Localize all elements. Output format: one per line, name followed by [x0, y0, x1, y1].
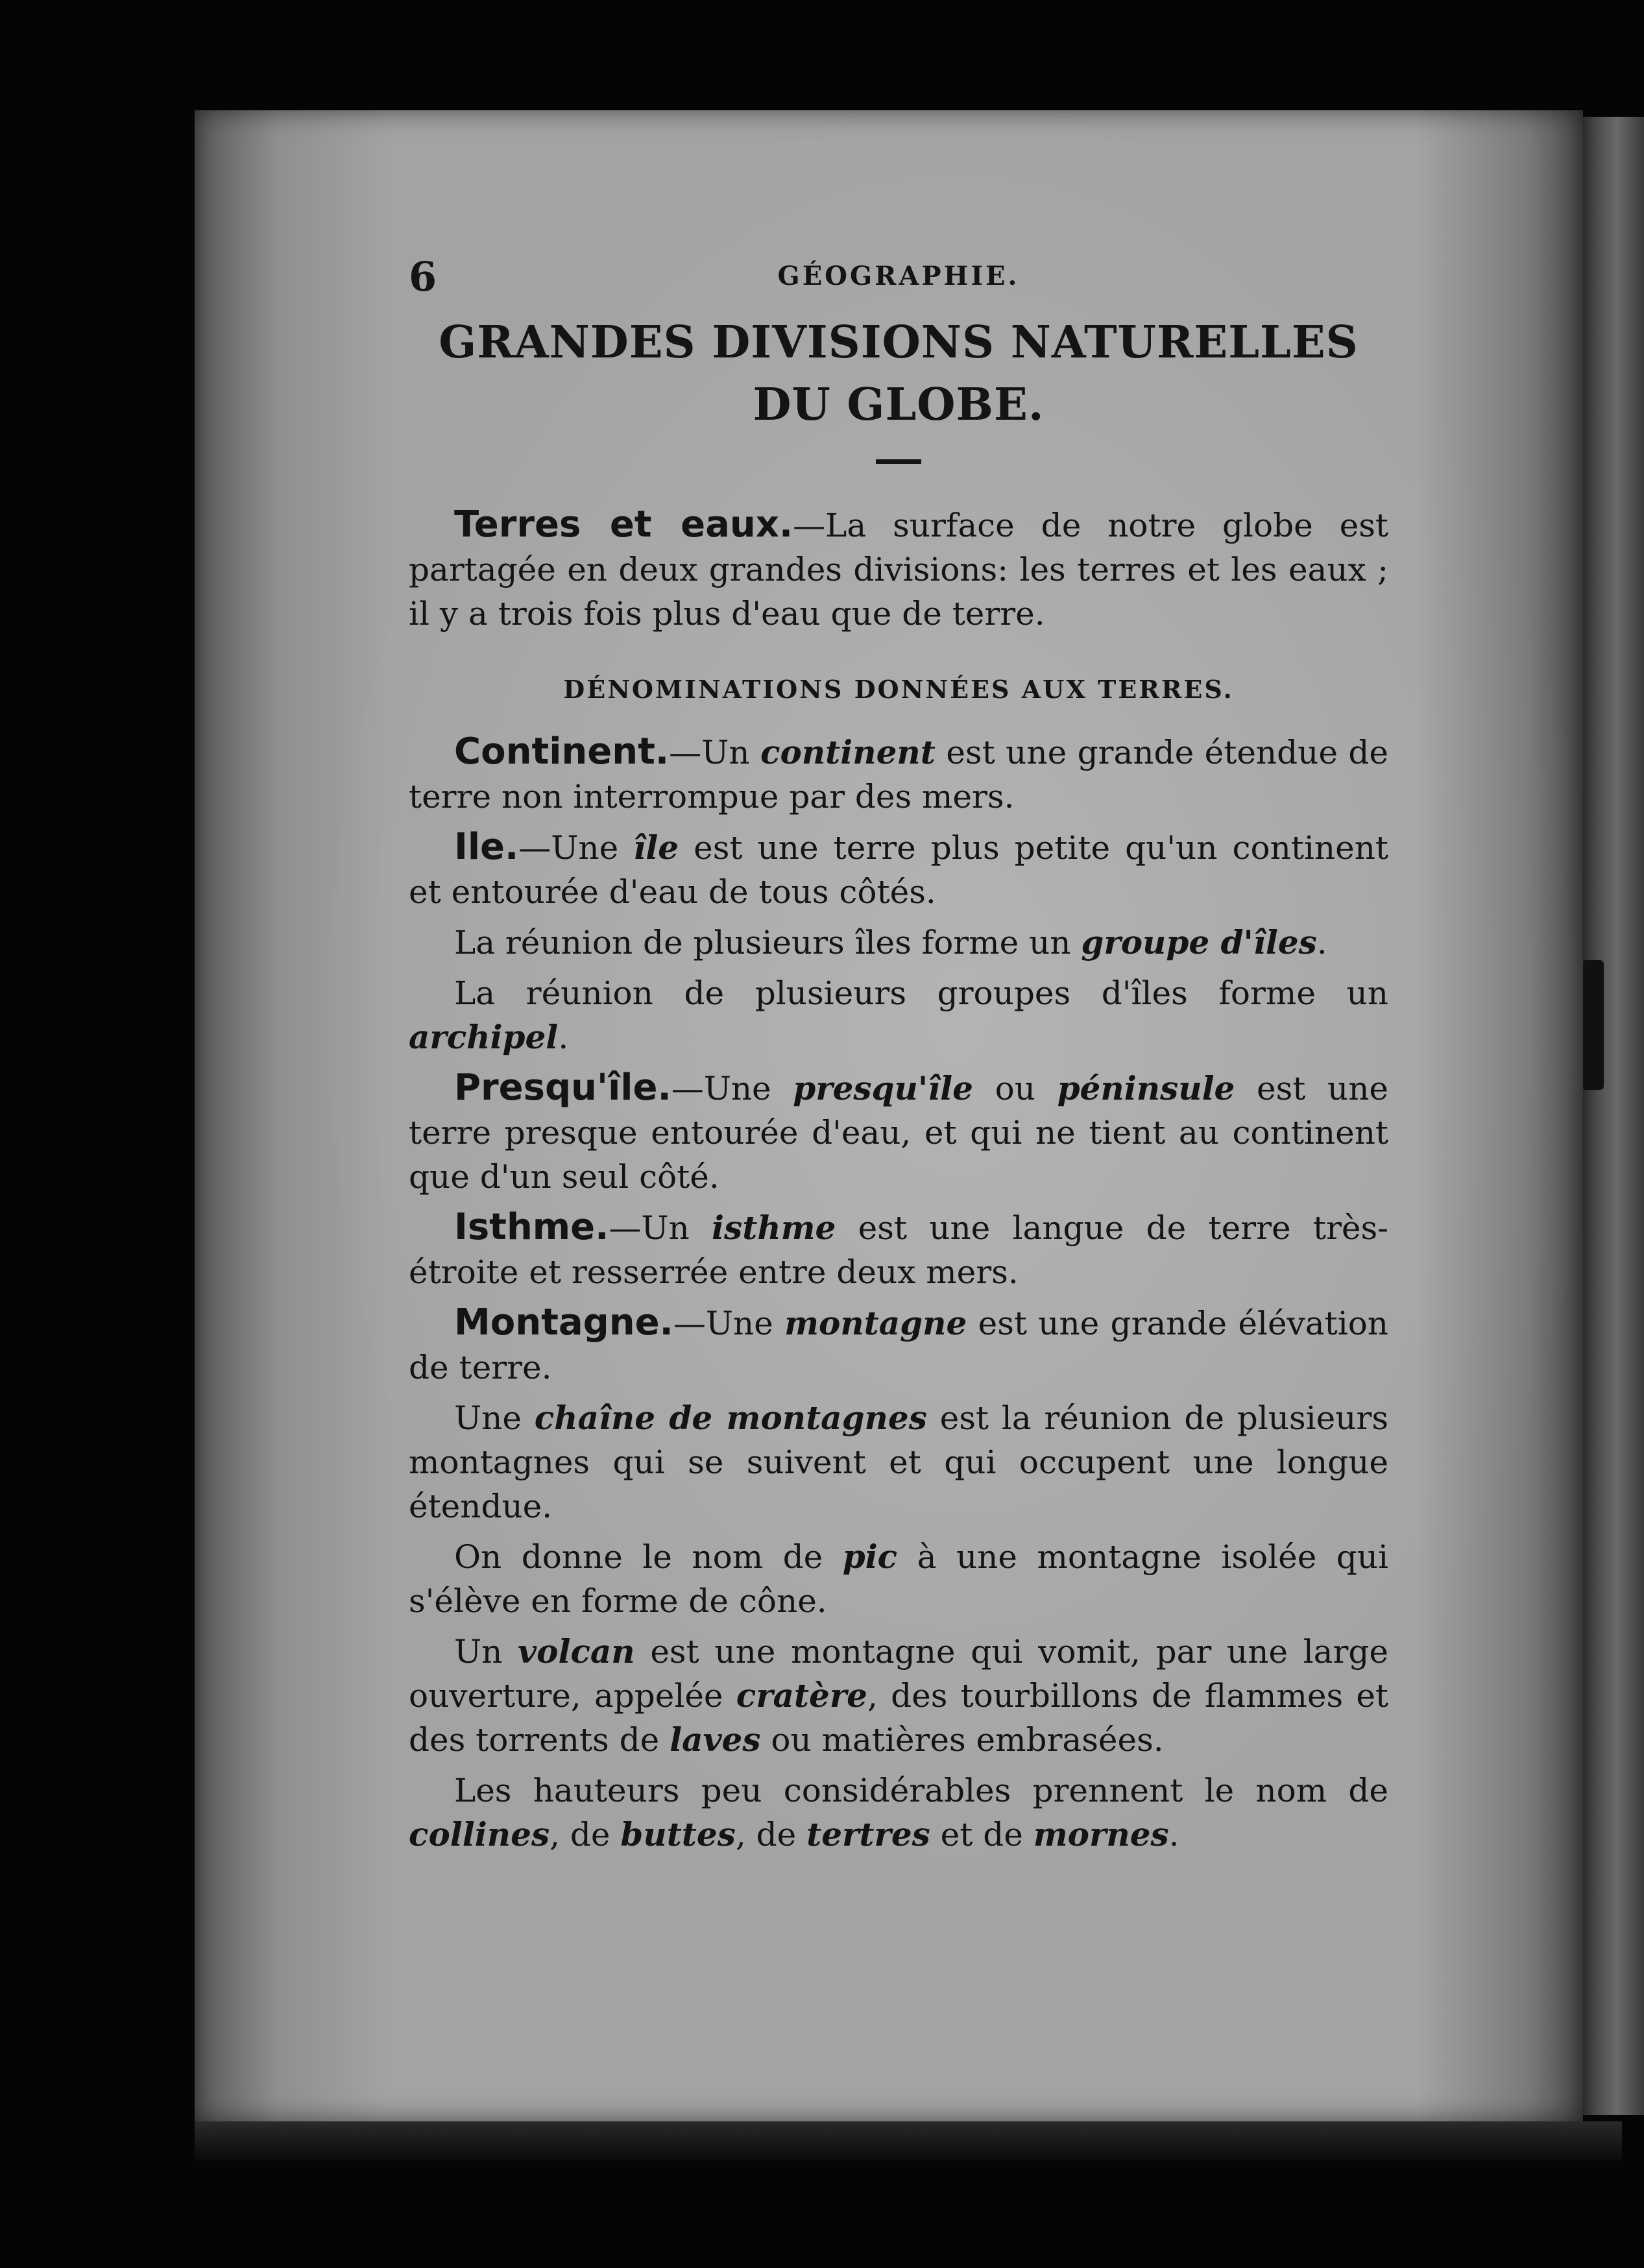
paragraph-montagne	[409, 1301, 1388, 1390]
text: est une grande étendue de terre non interrompue par des mers.	[409, 734, 1388, 815]
text: , de	[550, 1816, 621, 1853]
paragraph-ile	[409, 825, 1388, 914]
text: Un	[454, 1633, 518, 1671]
italic-term: pic	[842, 1538, 898, 1576]
text: —Une	[671, 1070, 793, 1107]
paragraph-pic	[409, 1535, 1388, 1623]
text: est une terre plus petite qu'un continent et entourée d'eau de tous côtés.	[409, 829, 1388, 911]
term: Montagne.	[454, 1301, 673, 1344]
text: La réunion de plusieurs îles forme un	[454, 924, 1082, 961]
text: —Un	[669, 734, 760, 771]
paragraph-chaine	[409, 1396, 1388, 1528]
italic-term: laves	[670, 1720, 761, 1759]
term: Continent.	[454, 730, 670, 773]
text: —La surface de notre globe est partagée en deux grandes divisions: les terres et les eaux ; il y a trois fois plus d'eau que de terre.	[409, 507, 1388, 633]
text: est une langue de terre très-étroite et resserrée entre deux mers.	[409, 1209, 1388, 1291]
italic-term: continent	[760, 733, 936, 771]
italic-term: presqu'île	[793, 1069, 973, 1107]
italic-term: mornes	[1033, 1815, 1169, 1853]
chapter-title-line-2: DU GLOBE.	[753, 379, 1045, 431]
adjacent-page-edge	[1577, 117, 1644, 2115]
chapter-title	[409, 311, 1388, 436]
text: Les hauteurs peu considérables prennent le nom de	[454, 1772, 1388, 1809]
italic-term: volcan	[518, 1632, 635, 1671]
text: ou	[973, 1070, 1058, 1107]
section-heading: DÉNOMINATIONS DONNÉES AUX TERRES.	[563, 675, 1234, 704]
italic-term: chaîne de montagnes	[534, 1399, 927, 1437]
text: , des tourbillons de flammes et des torrents de	[409, 1677, 1389, 1759]
text: Une	[454, 1399, 535, 1437]
italic-term: île	[633, 828, 679, 867]
running-title: GÉOGRAPHIE.	[777, 261, 1020, 291]
paragraph-groupe-iles	[409, 921, 1388, 965]
text: —Une	[673, 1305, 785, 1342]
text: .	[558, 1019, 569, 1056]
text: On donne le nom de	[454, 1538, 843, 1576]
text: .	[1316, 924, 1327, 961]
term: Presqu'île.	[454, 1067, 671, 1109]
text: —Un	[609, 1209, 712, 1247]
paragraph-isthme	[409, 1205, 1388, 1294]
italic-term: montagne	[784, 1304, 967, 1342]
text: et de	[930, 1816, 1034, 1853]
italic-term: isthme	[712, 1209, 836, 1247]
text: est une terre presque entourée d'eau, et qui ne tient au continent que d'un seul côté.	[409, 1070, 1389, 1196]
page-number: 6	[409, 253, 437, 300]
text: .	[1168, 1816, 1179, 1853]
italic-term: péninsule	[1057, 1069, 1235, 1107]
text: La réunion de plusieurs groupes d'îles forme un	[454, 974, 1388, 1012]
text: ou matières embrasées.	[760, 1721, 1164, 1759]
text: est une montagne qui vomit, par une large ouverture, appelée	[409, 1633, 1388, 1715]
italic-term: buttes	[620, 1815, 736, 1853]
term: Terres et eaux.	[454, 503, 793, 546]
page-content	[409, 247, 1388, 1863]
term: Isthme.	[454, 1206, 609, 1248]
page-bottom-edge	[195, 2121, 1622, 2160]
text: est une grande élévation de terre.	[409, 1305, 1388, 1386]
term: Ile.	[454, 826, 519, 868]
paragraph-hauteurs	[409, 1768, 1388, 1857]
italic-term: collines	[409, 1815, 550, 1853]
text: à une montagne isolée qui s'élève en forme de cône.	[409, 1538, 1388, 1620]
running-head	[409, 247, 1388, 298]
paragraph-continent	[409, 730, 1388, 819]
italic-term: tertres	[806, 1815, 930, 1853]
text: —Une	[518, 829, 634, 867]
paragraph-presqu-ile	[409, 1066, 1388, 1199]
paragraph-terres-et-eaux	[409, 503, 1388, 636]
text: est la réunion de plusieurs montagnes qui se suivent et qui occupent une longue étendue.	[409, 1399, 1388, 1525]
italic-term: archipel	[409, 1018, 559, 1056]
title-rule	[876, 459, 921, 464]
italic-term: groupe d'îles	[1081, 923, 1317, 961]
paragraph-volcan	[409, 1630, 1388, 1762]
paragraph-archipel	[409, 971, 1388, 1059]
page-tab	[1582, 960, 1604, 1090]
chapter-title-line-1: GRANDES DIVISIONS NATURELLES	[439, 317, 1359, 368]
italic-term: cratère	[736, 1676, 867, 1715]
text: , de	[735, 1816, 807, 1853]
